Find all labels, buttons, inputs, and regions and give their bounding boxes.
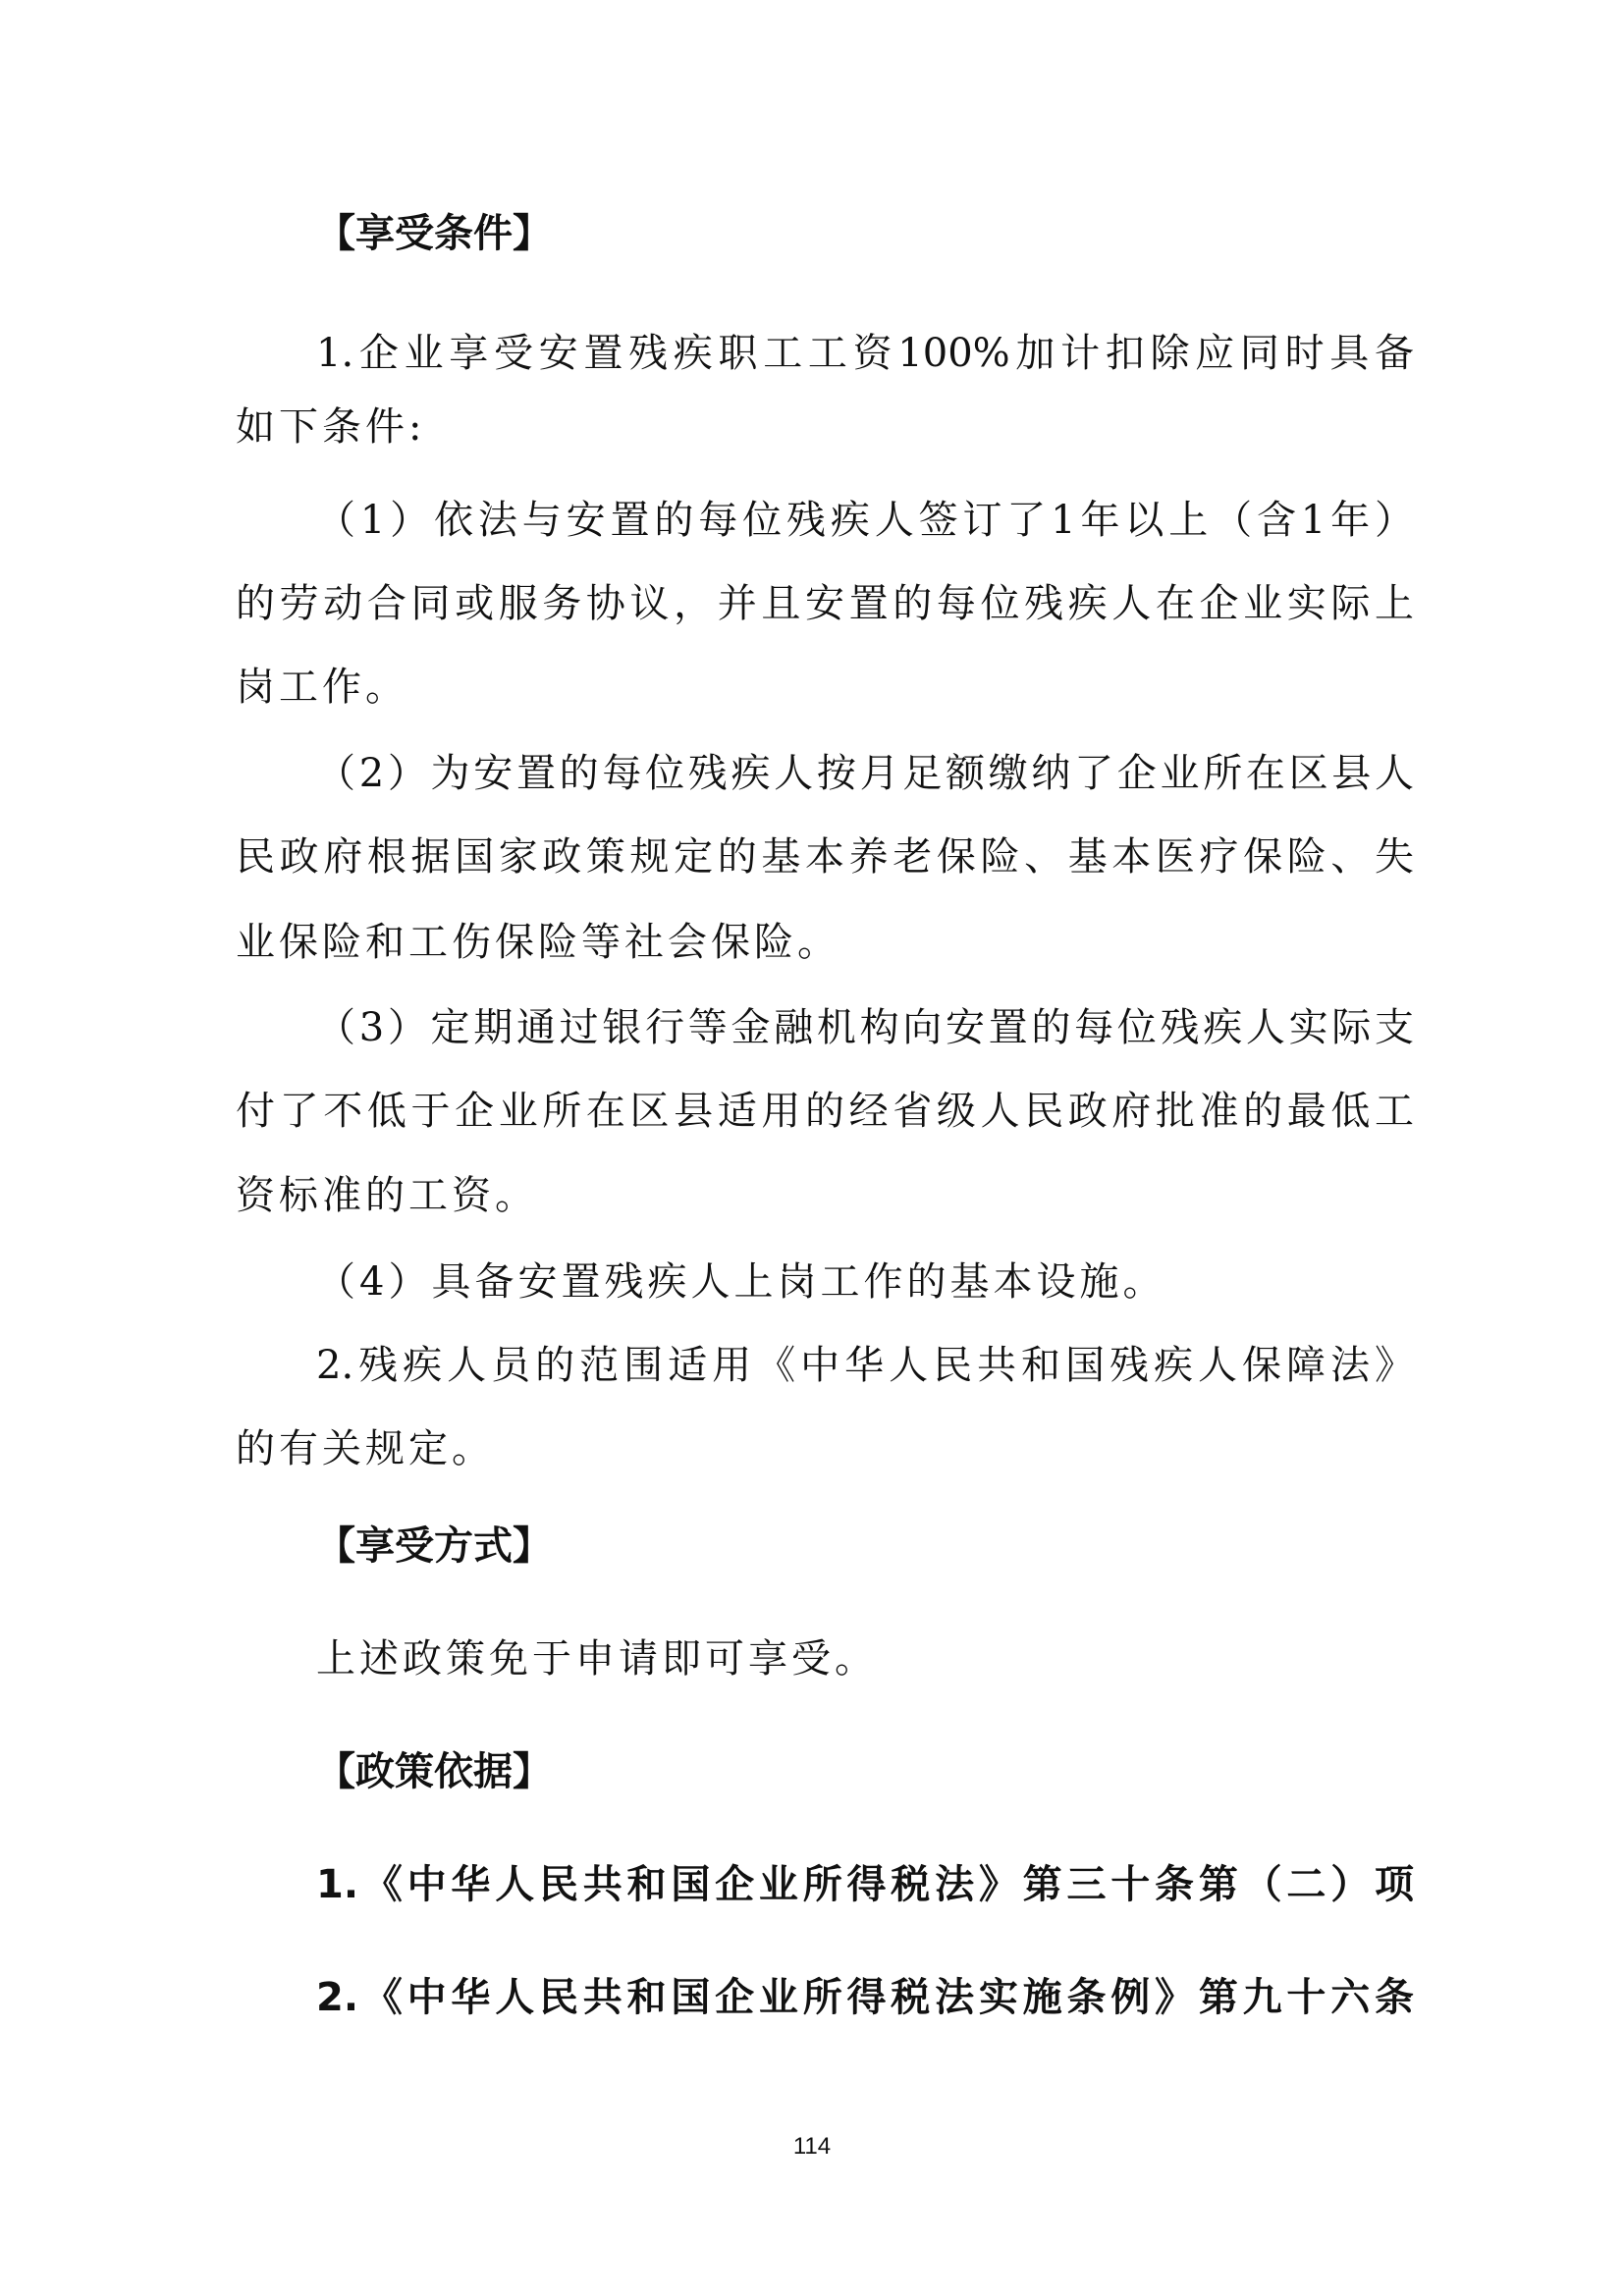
condition-sub-3-line-3: 资标准的工资。 (236, 1173, 538, 1218)
condition-item-2-line-2: 的有关规定。 (236, 1426, 495, 1471)
conditions-heading: 【享受条件】 (316, 211, 552, 256)
condition-sub-2-line-2: 民政府根据国家政策规定的基本养老保险、基本医疗保险、失 (236, 834, 1414, 880)
condition-item-1-line-2: 如下条件: (236, 404, 426, 450)
condition-item-2-line-1: 2.残疾人员的范围适用《中华人民共和国残疾人保障法》 (316, 1343, 1414, 1388)
condition-sub-1-line-1: （1）依法与安置的每位残疾人签订了1年以上（含1年） (316, 498, 1414, 543)
condition-sub-4-line-1: （4）具备安置残疾人上岗工作的基本设施。 (316, 1259, 1166, 1305)
condition-sub-1-line-3: 岗工作。 (236, 665, 408, 710)
method-heading: 【享受方式】 (316, 1523, 552, 1569)
basis-item-2: 2.《中华人民共和国企业所得税法实施条例》第九十六条 (316, 1975, 1414, 2020)
condition-sub-1-line-2: 的劳动合同或服务协议，并且安置的每位残疾人在企业实际上 (236, 581, 1414, 626)
condition-sub-3-line-2: 付了不低于企业所在区县适用的经省级人民政府批准的最低工 (236, 1089, 1414, 1134)
condition-sub-2-line-1: （2）为安置的每位残疾人按月足额缴纳了企业所在区县人 (316, 751, 1414, 796)
page-number: 114 (792, 2133, 832, 2160)
method-text: 上述政策免于申请即可享受。 (316, 1636, 878, 1682)
condition-sub-3-line-1: （3）定期通过银行等金融机构向安置的每位残疾人实际支 (316, 1005, 1414, 1050)
basis-item-1: 1.《中华人民共和国企业所得税法》第三十条第（二）项 (316, 1862, 1414, 1907)
condition-sub-2-line-3: 业保险和工伤保险等社会保险。 (236, 920, 840, 965)
basis-heading: 【政策依据】 (316, 1749, 552, 1794)
condition-item-1-line-1: 1.企业享受安置残疾职工工资100%加计扣除应同时具备 (316, 331, 1414, 376)
